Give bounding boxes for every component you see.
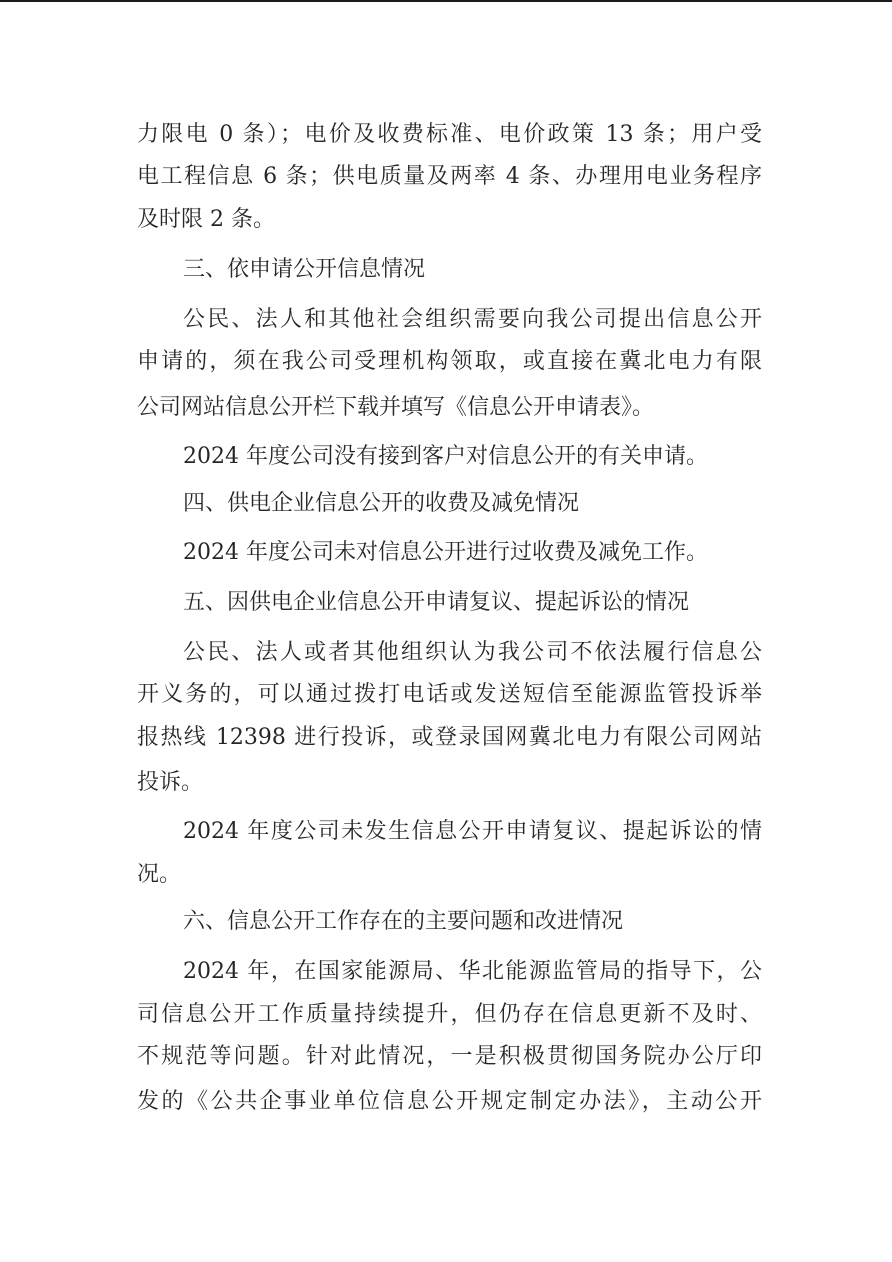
body-text-line: 力限电 0 条）；电价及收费标准、电价政策 13 条；用户受 — [137, 122, 762, 147]
body-text-line: 投诉。 — [137, 770, 204, 795]
body-text-line: 电工程信息 6 条；供电质量及两率 4 条、办理用电业务程序 — [137, 164, 762, 189]
section-heading-6: 六、信息公开工作存在的主要问题和改进情况 — [183, 909, 624, 934]
body-text-line: 不规范等问题。针对此情况，一是积极贯彻国务院办公厅印 — [137, 1044, 762, 1069]
section-heading-3: 三、依申请公开信息情况 — [183, 257, 426, 282]
body-text-line: 司信息公开工作质量持续提升，但仍存在信息更新不及时、 — [137, 1002, 762, 1027]
body-text-line: 2024 年，在国家能源局、华北能源监管局的指导下，公 — [183, 959, 762, 984]
section-heading-5: 五、因供电企业信息公开申请复议、提起诉讼的情况 — [183, 590, 690, 615]
body-text-line: 开义务的，可以通过拨打电话或发送短信至能源监管投诉举 — [137, 682, 762, 707]
body-text-line: 况。 — [137, 862, 182, 887]
body-text-line: 报热线 12398 进行投诉，或登录国网冀北电力有限公司网站 — [137, 725, 762, 750]
body-text-line: 2024 年度公司未发生信息公开申请复议、提起诉讼的情 — [183, 819, 762, 844]
body-text-line: 2024 年度公司没有接到客户对信息公开的有关申请。 — [183, 444, 708, 469]
body-text-line: 公民、法人和其他社会组织需要向我公司提出信息公开 — [183, 307, 762, 332]
body-text-line: 及时限 2 条。 — [137, 207, 275, 232]
body-text-line: 公民、法人或者其他组织认为我公司不依法履行信息公 — [183, 640, 762, 665]
body-text-line: 申请的，须在我公司受理机构领取，或直接在冀北电力有限 — [137, 349, 762, 374]
section-heading-4: 四、供电企业信息公开的收费及减免情况 — [183, 491, 580, 516]
body-text-line: 公司网站信息公开栏下载并填写《信息公开申请表》。 — [137, 395, 655, 420]
top-border — [0, 0, 892, 2]
body-text-line: 2024 年度公司未对信息公开进行过收费及减免工作。 — [183, 540, 708, 565]
body-text-line: 发的《公共企事业单位信息公开规定制定办法》，主动公开 — [137, 1089, 762, 1114]
